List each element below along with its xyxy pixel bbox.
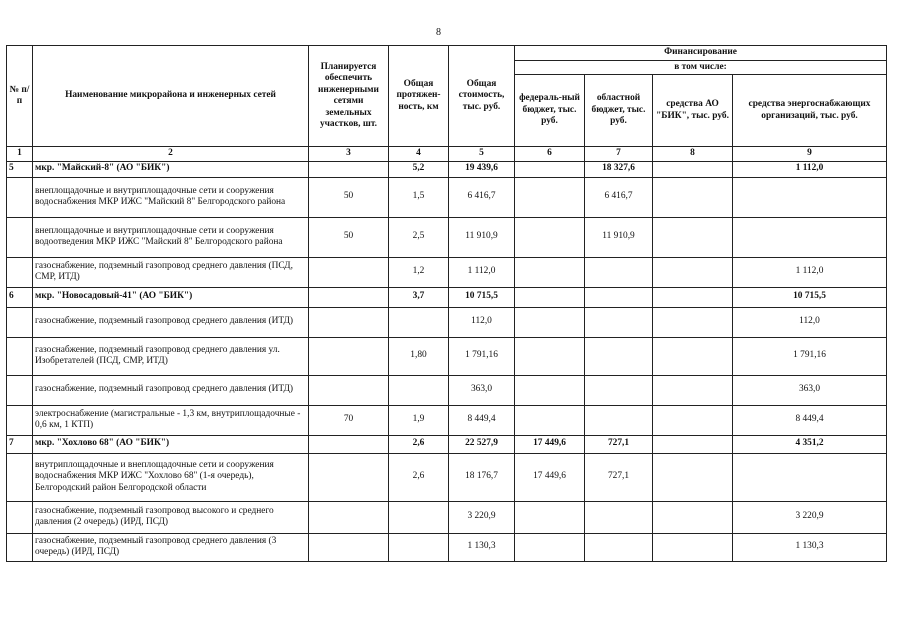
- cell-energy: 1 791,16: [733, 337, 887, 375]
- header-bik: средства АО "БИК", тыс. руб.: [653, 75, 733, 147]
- cell-num: [7, 177, 33, 217]
- cell-name: внеплощадочные и внутриплощадочные сети и сооружения водоснабжения МКР ИЖС "Майский 8" Белгородского района: [33, 177, 309, 217]
- cell-num: [7, 217, 33, 257]
- cell-federal: [515, 161, 585, 177]
- cell-cost: 112,0: [449, 307, 515, 337]
- cell-name: газоснабжение, подземный газопровод среднего давления (3 очередь) (ИРД, ПСД): [33, 533, 309, 561]
- cell-regional: 727,1: [585, 453, 653, 501]
- cell-regional: [585, 375, 653, 405]
- column-index: 9: [733, 147, 887, 162]
- cell-regional: [585, 405, 653, 435]
- cell-federal: 17 449,6: [515, 435, 585, 453]
- cell-bik: [653, 307, 733, 337]
- cell-energy: 1 112,0: [733, 161, 887, 177]
- cell-length: 1,80: [389, 337, 449, 375]
- cell-regional: 11 910,9: [585, 217, 653, 257]
- group-row: [7, 435, 887, 453]
- cell-energy: 1 130,3: [733, 533, 887, 561]
- cell-energy: [733, 217, 887, 257]
- cell-num: 7: [7, 435, 33, 453]
- cell-federal: [515, 307, 585, 337]
- cell-plots: [309, 307, 389, 337]
- cell-length: [389, 501, 449, 533]
- cell-regional: 727,1: [585, 435, 653, 453]
- group-row: [7, 161, 887, 177]
- column-index: 7: [585, 147, 653, 162]
- cell-cost: 3 220,9: [449, 501, 515, 533]
- cell-name: внеплощадочные и внутриплощадочные сети и сооружения водоотведения МКР ИЖС "Майский 8" Белгородского района: [33, 217, 309, 257]
- header-federal: федераль-ный бюджет, тыс. руб.: [515, 75, 585, 147]
- cell-name: мкр. "Майский-8" (АО "БИК"): [33, 161, 309, 177]
- cell-plots: [309, 435, 389, 453]
- cell-bik: [653, 405, 733, 435]
- cell-name: мкр. "Хохлово 68" (АО "БИК"): [33, 435, 309, 453]
- cell-num: [7, 375, 33, 405]
- cell-num: [7, 405, 33, 435]
- cell-length: 2,5: [389, 217, 449, 257]
- cell-length: 1,5: [389, 177, 449, 217]
- cell-plots: [309, 453, 389, 501]
- cell-plots: [309, 287, 389, 307]
- cell-regional: 18 327,6: [585, 161, 653, 177]
- header-num: № п/п: [7, 46, 33, 147]
- cell-num: [7, 453, 33, 501]
- cell-length: 3,7: [389, 287, 449, 307]
- cell-regional: [585, 307, 653, 337]
- cell-length: 2,6: [389, 453, 449, 501]
- table-row: [7, 501, 887, 533]
- cell-bik: [653, 453, 733, 501]
- page-number: 8: [436, 27, 441, 38]
- cell-federal: [515, 177, 585, 217]
- cell-energy: 8 449,4: [733, 405, 887, 435]
- cell-plots: [309, 375, 389, 405]
- cell-federal: [515, 337, 585, 375]
- cell-length: 2,6: [389, 435, 449, 453]
- cell-name: газоснабжение, подземный газопровод среднего давления (ПСД, СМР, ИТД): [33, 257, 309, 287]
- cell-energy: [733, 453, 887, 501]
- cell-cost: 19 439,6: [449, 161, 515, 177]
- cell-energy: [733, 177, 887, 217]
- cell-name: газоснабжение, подземный газопровод высокого и среднего давления (2 очередь) (ИРД, ПСД): [33, 501, 309, 533]
- header-including: в том числе:: [515, 60, 887, 75]
- cell-num: [7, 533, 33, 561]
- column-index: 5: [449, 147, 515, 162]
- cell-plots: 70: [309, 405, 389, 435]
- header-cost: Общая стоимость, тыс. руб.: [449, 46, 515, 147]
- column-index: 6: [515, 147, 585, 162]
- cell-federal: 17 449,6: [515, 453, 585, 501]
- cell-regional: [585, 287, 653, 307]
- cell-length: [389, 307, 449, 337]
- cell-cost: 6 416,7: [449, 177, 515, 217]
- cell-federal: [515, 375, 585, 405]
- cell-cost: 22 527,9: [449, 435, 515, 453]
- cell-cost: 363,0: [449, 375, 515, 405]
- cell-federal: [515, 217, 585, 257]
- cell-length: 5,2: [389, 161, 449, 177]
- header-regional: областной бюджет, тыс. руб.: [585, 75, 653, 147]
- cell-cost: 1 130,3: [449, 533, 515, 561]
- header-length: Общая протяжен-ность, км: [389, 46, 449, 147]
- cell-cost: 8 449,4: [449, 405, 515, 435]
- cell-num: 6: [7, 287, 33, 307]
- column-index: 1: [7, 147, 33, 162]
- cell-name: газоснабжение, подземный газопровод среднего давления ул. Изобретателей (ПСД, СМР, ИТД): [33, 337, 309, 375]
- cell-energy: 363,0: [733, 375, 887, 405]
- cell-bik: [653, 337, 733, 375]
- cell-length: 1,2: [389, 257, 449, 287]
- cell-num: 5: [7, 161, 33, 177]
- cell-bik: [653, 435, 733, 453]
- cell-num: [7, 307, 33, 337]
- cell-plots: [309, 533, 389, 561]
- financing-table: [6, 45, 887, 562]
- cell-num: [7, 257, 33, 287]
- cell-energy: 4 351,2: [733, 435, 887, 453]
- cell-plots: [309, 337, 389, 375]
- cell-length: 1,9: [389, 405, 449, 435]
- cell-num: [7, 337, 33, 375]
- column-index: 3: [309, 147, 389, 162]
- table-row: [7, 405, 887, 435]
- column-index: 2: [33, 147, 309, 162]
- cell-regional: [585, 533, 653, 561]
- header-energy: средства энергоснабжающих организаций, тыс. руб.: [733, 75, 887, 147]
- cell-bik: [653, 375, 733, 405]
- cell-length: [389, 533, 449, 561]
- cell-energy: 10 715,5: [733, 287, 887, 307]
- cell-bik: [653, 161, 733, 177]
- column-index-row: [7, 147, 887, 162]
- table-row: [7, 337, 887, 375]
- cell-regional: [585, 501, 653, 533]
- cell-regional: [585, 337, 653, 375]
- cell-name: внутриплощадочные и внеплощадочные сети и сооружения водоснабжения МКР ИЖС "Хохлово 68" (1-я очередь), Белгородский район Белгородской области: [33, 453, 309, 501]
- table-row: [7, 217, 887, 257]
- cell-bik: [653, 287, 733, 307]
- cell-name: мкр. "Новосадовый-41" (АО "БИК"): [33, 287, 309, 307]
- cell-federal: [515, 501, 585, 533]
- cell-plots: 50: [309, 217, 389, 257]
- cell-plots: [309, 257, 389, 287]
- header-financing: Финансирование: [515, 46, 887, 61]
- cell-energy: 1 112,0: [733, 257, 887, 287]
- cell-energy: 112,0: [733, 307, 887, 337]
- cell-cost: 1 791,16: [449, 337, 515, 375]
- group-row: [7, 287, 887, 307]
- column-index: 4: [389, 147, 449, 162]
- cell-plots: [309, 161, 389, 177]
- cell-length: [389, 375, 449, 405]
- cell-name: газоснабжение, подземный газопровод среднего давления (ИТД): [33, 375, 309, 405]
- table-row: [7, 307, 887, 337]
- cell-plots: 50: [309, 177, 389, 217]
- column-index: 8: [653, 147, 733, 162]
- table-row: [7, 533, 887, 561]
- table-row: [7, 257, 887, 287]
- cell-energy: 3 220,9: [733, 501, 887, 533]
- cell-bik: [653, 501, 733, 533]
- cell-bik: [653, 217, 733, 257]
- header-name: Наименование микрорайона и инженерных сетей: [33, 46, 309, 147]
- cell-cost: 1 112,0: [449, 257, 515, 287]
- cell-name: электроснабжение (магистральные - 1,3 км, внутриплощадочные - 0,6 км, 1 КТП): [33, 405, 309, 435]
- cell-cost: 10 715,5: [449, 287, 515, 307]
- cell-federal: [515, 405, 585, 435]
- cell-bik: [653, 533, 733, 561]
- cell-federal: [515, 287, 585, 307]
- cell-num: [7, 501, 33, 533]
- cell-regional: 6 416,7: [585, 177, 653, 217]
- header-plots: Планируется обеспечить инженерными сетями земельных участков, шт.: [309, 46, 389, 147]
- cell-federal: [515, 533, 585, 561]
- cell-regional: [585, 257, 653, 287]
- cell-bik: [653, 257, 733, 287]
- table-row: [7, 375, 887, 405]
- cell-cost: 11 910,9: [449, 217, 515, 257]
- cell-name: газоснабжение, подземный газопровод среднего давления (ИТД): [33, 307, 309, 337]
- cell-federal: [515, 257, 585, 287]
- cell-bik: [653, 177, 733, 217]
- cell-plots: [309, 501, 389, 533]
- table-row: [7, 177, 887, 217]
- cell-cost: 18 176,7: [449, 453, 515, 501]
- table-row: [7, 453, 887, 501]
